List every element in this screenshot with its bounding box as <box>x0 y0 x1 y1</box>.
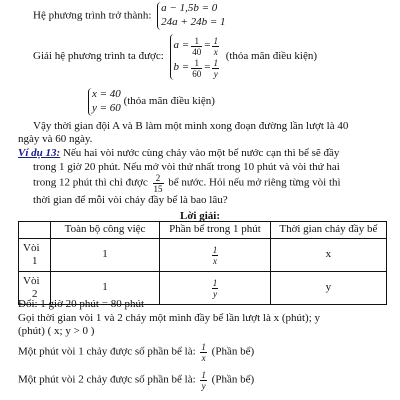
solution-title: Lời giải: <box>179 210 220 222</box>
a-eq: = <box>204 39 211 52</box>
condition-1: (thỏa mãn điều kiện) <box>225 50 318 63</box>
solution-line <box>33 34 317 80</box>
call-line-2: (phút) ( x; y > 0 ) <box>18 325 95 337</box>
solution-brace <box>170 34 221 80</box>
a-frac-2: $\frac{1}{x}$ <box>213 35 218 57</box>
per-minute-1-fraction: $\frac{1}{x}$ <box>201 342 206 363</box>
xy-brace <box>88 88 121 116</box>
table-header-row <box>19 222 387 239</box>
per-minute-2-unit: (Phần bể) <box>211 373 255 386</box>
xy-line <box>88 88 215 116</box>
table-cell-fraction: $\frac{1}{y}$ <box>160 272 270 305</box>
system-prefix: Hệ phương trình trở thành: <box>33 9 152 22</box>
per-minute-1-unit: (Phần bể) <box>211 345 255 358</box>
per-minute-2-prefix: Một phút vòi 2 chảy được số phần bể là: <box>18 373 196 386</box>
table-cell-whole: 1 <box>50 239 159 272</box>
per-minute-line-2 <box>18 370 254 391</box>
table-cell-whole: 1 <box>50 272 159 305</box>
condition-2: (thỏa mãn điều kiện) <box>123 94 215 107</box>
convert-line: Đổi: 1 giờ 20 phút = 80 phút <box>18 298 144 310</box>
table-header-cell: Toàn bộ công việc <box>50 222 159 239</box>
system-brace <box>157 2 225 30</box>
work-table <box>18 221 387 305</box>
conclusion-line-2: ngày và 60 ngày. <box>18 133 93 145</box>
example-line-1 <box>18 147 339 161</box>
a-frac-1: $\frac{1}{40}$ <box>192 35 202 57</box>
table-header-cell: Phần bể trong 1 phút <box>160 222 270 239</box>
example-text-1: Nếu hai vòi nước cùng chảy vào một bể nước cạn thì bể sẽ đầy <box>60 147 340 159</box>
example-line-3 <box>33 173 341 194</box>
conclusion-line-1: Vậy thời gian đội A và B làm một mình xong đoạn đường lần lượt là 40 <box>33 120 349 132</box>
table-row <box>19 239 387 272</box>
table-header-cell: Thời gian chảy đầy bể <box>270 222 386 239</box>
call-line-1: Gọi thời gian vòi 1 và 2 chảy một mình đầy bể lần lượt là x (phút); y <box>18 312 321 324</box>
system-line <box>33 2 226 30</box>
per-minute-line-1 <box>18 342 254 363</box>
example-fraction: $\frac{2}{15}$ <box>153 173 163 194</box>
example-text-3b: bể nước. Hỏi nếu mở riêng từng vòi thì <box>168 176 341 189</box>
solution-prefix: Giải hệ phương trình ta được: <box>33 50 164 63</box>
table-cell-time: x <box>270 239 386 272</box>
a-lhs: a = <box>173 39 190 52</box>
system-eq-2: 24a + 24b = 1 <box>161 15 226 28</box>
b-eq: = <box>204 61 211 74</box>
per-minute-2-fraction: $\frac{1}{y}$ <box>201 370 206 391</box>
table-cell-fraction: $\frac{1}{x}$ <box>160 239 270 272</box>
table-row-label: Vòi 1 <box>19 239 51 272</box>
table-header-cell <box>19 222 51 239</box>
solution-b-row <box>174 57 221 79</box>
example-text-3a: trong 12 phút thì chỉ được <box>33 176 148 189</box>
system-eq-1: a − 1,5b = 0 <box>161 2 218 14</box>
per-minute-1-prefix: Một phút vòi 1 chảy được số phần bể là: <box>18 345 196 358</box>
b-lhs: b = <box>173 61 190 74</box>
example-label: Ví dụ 13: <box>18 147 61 159</box>
example-line-2: trong 1 giờ 20 phút. Nếu mở vòi thứ nhất trong 10 phút và vòi thứ hai <box>33 161 340 173</box>
table-cell-time: y <box>270 272 386 305</box>
example-line-4: thời gian để mỗi vòi chảy đầy bể là bao lâu? <box>33 194 228 206</box>
solution-a-row <box>174 35 221 57</box>
b-frac-1: $\frac{1}{60}$ <box>192 57 202 79</box>
y-value: y = 60 <box>92 101 121 114</box>
table-row-label: Vòi 2 <box>19 272 51 305</box>
x-value: x = 40 <box>92 88 121 100</box>
b-frac-2: $\frac{1}{y}$ <box>213 57 218 79</box>
